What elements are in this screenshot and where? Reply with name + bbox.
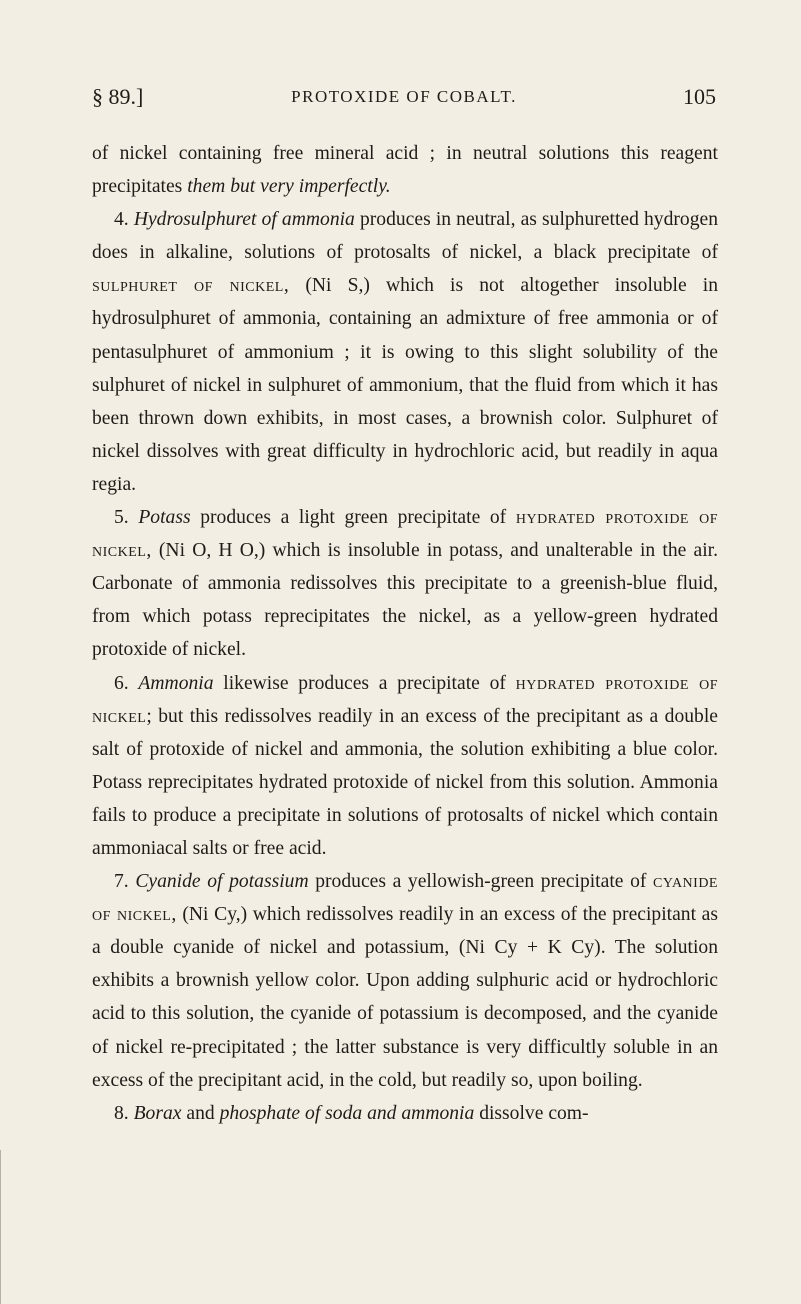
text-run: of nickel containing free mineral acid ; in neutral solutions this reagent precipitates <box>92 143 718 198</box>
text-run: (Ni Cy,) which redissolves readily in an excess of the precipitant as a double cyanide of nickel and potassium, (Ni Cy + K Cy). The solution exhibits a brownish yellow color. Upon adding sulphuric acid or hydrochloric acid to this solution, the cyanide of potassium is decomposed, and the cyanide of nickel re-precipitated ; the latter substance is very difficultly soluble in an excess of the precipitant acid, in the cold, but readily so, upon boiling. <box>92 904 718 1091</box>
reagent-name: Potass <box>138 507 191 529</box>
text-run: (Ni O, H O,) which is insoluble in potass, and unalterable in the air. Carbonate of ammonia redissolves this precipitate to a greenish-blue fluid, from which potass reprecipitates the nickel, as a yellow-green hydrated protoxide of nickel. <box>92 540 718 661</box>
compound-name: hydrated protoxide of nickel, <box>92 507 719 562</box>
compound-name: cyanide of nickel, <box>92 871 718 926</box>
text-run: ; but this redissolves readily in an excess of the precipitant as a double salt of protoxide of nickel and ammonia, the solution exhibiting a blue color. Potass reprecipitates hydrated protoxide of nickel from this solution. Ammonia fails to produce a precipitate in solutions of protosalts of nickel which contain ammoniacal salts or free acid. <box>92 705 718 859</box>
paragraph-4 <box>92 203 718 501</box>
reagent-name-connector: of <box>256 209 282 231</box>
text-run: (Ni S,) which is not altogether insoluble in hydrosulphuret of ammonia, containing an admixture of free ammonia or of pentasulphuret of ammonium ; it is owing to this slight solubility of the sulphuret of nickel in sulphuret of ammonium, that the fluid from which it has been thrown down exhibits, in most cases, a brownish color. Sulphuret of nickel dissolves with great difficulty in hydrochloric acid, but readily in aqua regia. <box>92 275 718 495</box>
section-marker: § 89.] <box>92 84 144 109</box>
text-run: dissolve com- <box>474 1102 589 1124</box>
reagent-name: Hydrosulphuret <box>133 209 257 231</box>
item-number: 5. <box>114 507 139 529</box>
text-run: produces in neutral, as sulphuretted hydrogen does in alkaline, solutions of protosalts of nickel, a black precipitate of <box>92 209 718 264</box>
reagent-name: Ammonia <box>138 672 214 694</box>
paragraph-8 <box>92 1097 718 1130</box>
running-header <box>92 84 716 114</box>
italic-text: them but very imperfectly. <box>187 176 391 198</box>
reagent-name: ammonia <box>281 209 355 231</box>
text-run: and <box>181 1102 220 1124</box>
text-run: produces a yellowish-green precipitate of <box>308 871 654 893</box>
body-text <box>92 137 718 1130</box>
item-number: 7. <box>114 871 136 893</box>
paragraph-7 <box>92 865 718 1097</box>
running-title: PROTOXIDE OF COBALT. <box>291 87 517 106</box>
paragraph-5 <box>92 501 718 666</box>
page-edge-line <box>0 1150 5 1304</box>
paragraph-continuation <box>92 137 718 203</box>
item-number: 4. <box>114 209 134 231</box>
compound-name: sulphuret of nickel, <box>92 275 290 297</box>
reagent-name: Borax <box>133 1102 182 1124</box>
paragraph-6 <box>92 667 718 866</box>
reagent-name: Cyanide of potassium <box>135 871 309 893</box>
page-number: 105 <box>683 84 716 109</box>
text-run: produces a light green precipitate of <box>190 507 516 529</box>
reagent-name: phosphate of soda and ammonia <box>219 1102 475 1124</box>
item-number: 8. <box>114 1102 134 1124</box>
text-run: likewise produces a precipitate of <box>213 672 516 694</box>
item-number: 6. <box>114 672 139 694</box>
compound-name: hydrated protoxide of nickel <box>92 672 718 727</box>
